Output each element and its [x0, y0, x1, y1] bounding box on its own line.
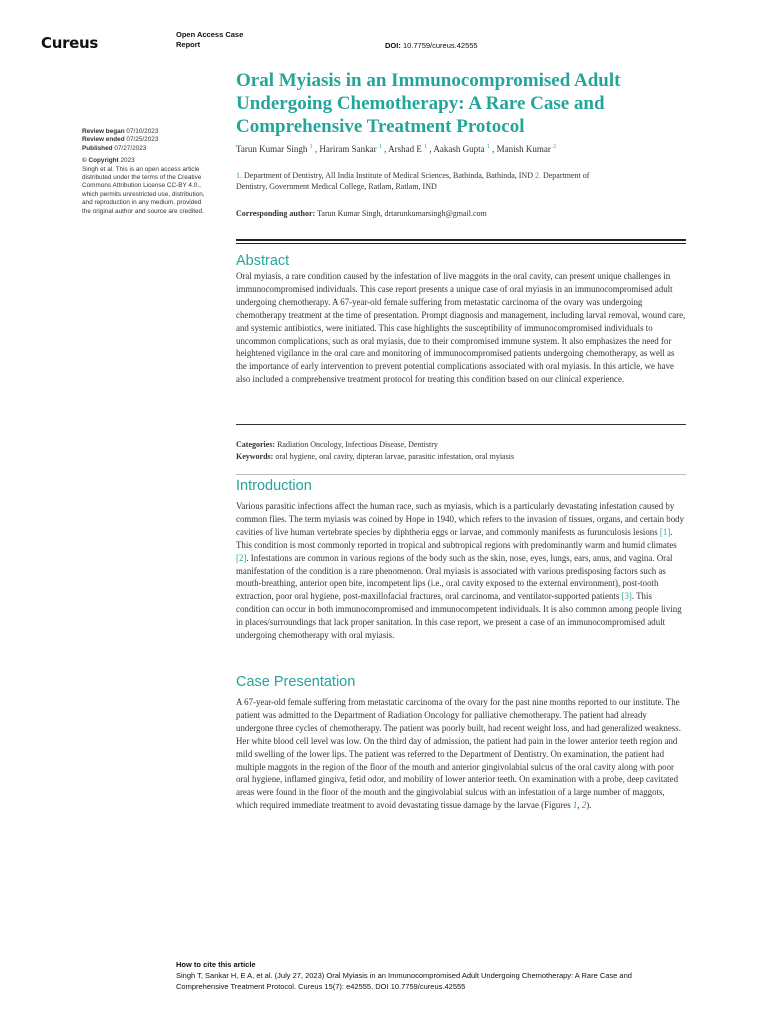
review-began	[82, 128, 222, 136]
introduction-text	[236, 500, 686, 642]
divider	[236, 243, 686, 244]
affiliations	[236, 170, 676, 192]
published-label: Published	[82, 144, 113, 152]
copyright-year: 2023	[120, 157, 135, 165]
categories-keywords	[236, 439, 686, 463]
citation-line: Comprehensive Treatment Protocol. Cureus 15(7): e42555. DOI 10.7759/cureus.42555	[176, 982, 466, 991]
divider	[236, 239, 686, 241]
reference-link[interactable]: [1]	[659, 526, 671, 537]
review-ended-date: 07/25/2023	[126, 136, 159, 144]
review-ended	[82, 136, 222, 144]
corresponding-author-value[interactable]: Tarun Kumar Singh, drtarunkumarsingh@gmail.com	[317, 209, 487, 218]
author-name[interactable]: Manish Kumar	[496, 144, 551, 154]
citation-line: Singh T, Sankar H, E A, et al. (July 27, 2023) Oral Myiasis in an Immunocompromised Adult Undergoing Chemotherapy: A Rare Case and	[176, 971, 632, 980]
journal-logo: Cureus	[41, 34, 99, 52]
case-text-separator: ,	[577, 800, 582, 811]
author-name[interactable]: Tarun Kumar Singh	[236, 144, 308, 154]
keywords-label: Keywords:	[236, 452, 274, 461]
affiliation-2-part-2: Dentistry, Government Medical College, Ratlam, Ratlam, IND	[236, 182, 437, 191]
abstract-text: Oral myiasis, a rare condition caused by the infestation of live maggots in the oral cavity, can present unique challenges in immunocompromised individuals. This case report presents a unique case of oral myiasis in an immunocompromised adult undergoing chemotherapy. A 67-year-old female suffering from metastatic carcinoma of the ovary was undergoing chemotherapy treatment at the time of presentation. Prompt diagnosis and management, including larval removal, wound care, and systemic antibiotics, were initiated. This case highlights the susceptibility of immunocompromised individuals to uncommon complications, such as oral myiasis, due to their compromised immune system. It also emphasizes the need for heightened vigilance in the oral care and monitoring of immunocompromised patients undergoing chemotherapy, as well as the importance of early intervention to prevent potential complications associated with oral myiasis. In this article, we have also included a comprehensive treatment protocol for treating this condition based on our clinical experience.	[236, 271, 686, 385]
doi-label: DOI:	[385, 41, 401, 50]
categories-value: Radiation Oncology, Infectious Disease, Dentistry	[277, 440, 438, 449]
copyright	[82, 157, 222, 165]
categories	[236, 439, 686, 451]
categories-label: Categories:	[236, 440, 276, 449]
author-affiliation-number[interactable]: 1	[424, 144, 428, 150]
review-began-date: 07/10/2023	[126, 128, 159, 135]
citation-label: How to cite this article	[176, 960, 256, 969]
figure-link[interactable]: 2	[581, 800, 587, 811]
author-name[interactable]: Hariram Sankar	[319, 144, 377, 154]
case-presentation-text	[236, 696, 686, 812]
introduction-text-part: . This condition can occur in both immunocompromised and immunocompetent individuals. It is also common among people living in places/surroundings that lack proper sanitation. In this case report, we present a case of an immunocompromised adult undergoing chemotherapy with oral myiasis.	[236, 591, 682, 641]
license-line: which permits unrestricted use, distribution,	[82, 190, 205, 198]
doi	[385, 41, 478, 50]
keywords	[236, 451, 686, 463]
review-ended-label: Review ended	[82, 136, 125, 144]
license-line: Singh et al. This is an open access article	[82, 165, 200, 173]
corresponding-author-label: Corresponding author:	[236, 209, 316, 218]
license-line: distributed under the terms of the Creative	[82, 174, 202, 182]
introduction-text-part: . This condition is most commonly reported in tropical and subtropical regions with predominantly warm and humid climates	[236, 526, 677, 550]
author-affiliation-number[interactable]: 1	[378, 144, 382, 150]
reference-link[interactable]: [3]	[621, 591, 632, 602]
license-text	[82, 166, 222, 216]
article-type-line-2: Report	[176, 40, 201, 49]
author-list: Tarun Kumar Singh $^1$ , Hariram Sankar $^1$ , Arshad E $^1$ , Aakash Gupta $^1$ , Manish Kumar $^2$	[236, 144, 557, 154]
author-affiliation-number[interactable]: 1	[309, 144, 313, 150]
author-affiliation-number[interactable]: 1	[486, 144, 490, 150]
sidebar-metadata	[82, 128, 222, 216]
divider	[236, 474, 686, 475]
published-date: 07/27/2023	[114, 144, 147, 152]
introduction-heading: Introduction	[236, 478, 312, 494]
author-affiliation-number[interactable]: 2	[553, 144, 557, 150]
citation-footer	[176, 959, 736, 992]
author-name[interactable]: Arshad E	[388, 144, 422, 154]
introduction-text-part: . Infestations are common in various regions of the body such as the skin, nose, eyes, lungs, ears, anus, and vagina. Oral manifestation of the condition is a rare phenomenon. Oral myiasis is associated with various predisposing factors such as mouth-breathing, anterior open bite, incompetent lips (i.e., oral cavity exposed to the external environment), post-tooth extraction, poor oral hygiene, post-maxillofacial fractures, oral carcinoma, and ventilator-supported patients	[236, 552, 673, 602]
doi-value: 10.7759/cureus.42555	[402, 41, 478, 50]
license-line: the original author and source are credited.	[82, 207, 204, 215]
affiliation-2-part-1: Department of	[542, 171, 590, 180]
figure-link[interactable]: 1	[572, 800, 578, 811]
article-type-line-1: Open Access Case	[176, 30, 244, 39]
affiliation-1: Department of Dentistry, All India Institute of Medical Sciences, Bathinda, Bathinda, IND	[244, 171, 533, 180]
corresponding-author	[236, 209, 487, 218]
reference-link[interactable]: [2]	[236, 552, 247, 563]
introduction-text-part: Various parasitic infections affect the human race, such as myiasis, which is a particularly devastating infestation caused by common flies. The term myiasis was coined by Hope in 1940, which refers to the invasion of tissues, organs, and certain body cavities of live human vertebrate species by diphtheria eggs or larvae, and commonly manifests as furunculosis lesions	[236, 501, 685, 537]
review-began-label: Review began	[82, 128, 125, 135]
affiliation-number: 1.	[236, 171, 242, 180]
license-line: Commons Attribution License CC-BY 4.0.,	[82, 182, 201, 190]
affiliation-number: 2.	[534, 171, 541, 180]
author-name[interactable]: Aakash Gupta	[433, 144, 485, 154]
divider	[236, 424, 686, 425]
case-text-part: A 67-year-old female suffering from metastatic carcinoma of the ovary for the past nine months reported to our institute. The patient was admitted to the Department of Radiation Oncology for palliative chemotherapy. The patient had already undergone three cycles of chemotherapy. The patient was poorly built, had recent weight loss, and had generalized weakness. Her white blood cell level was low. On the third day of admission, the patient had pain in the lower anterior teeth region and mild swelling of the lower lips. The patient was referred to the Department of Dentistry. On examination, the patient had multiple maggots in the region of the floor of the mouth and anterior gingivolabial sulcus of the oral cavity along with poor oral hygiene, inflamed gingiva, fetid odor, and mobility of lower anterior teeth. On examination with a probe, deep cavitated areas were found in the floor of the mouth and the gingivolabial sulcus with an infestation of a large number of maggots, which required immediate treatment to avoid devastating tissue damage by the larvae (Figures	[236, 697, 681, 811]
published	[82, 145, 222, 153]
license-line: and reproduction in any medium, provided	[82, 199, 202, 207]
article-title: Oral Myiasis in an Immunocompromised Adult Undergoing Chemotherapy: A Rare Case and Comprehensive Treatment Protocol	[236, 70, 621, 137]
case-text-part: ).	[586, 800, 592, 811]
abstract-heading: Abstract	[236, 253, 290, 269]
keywords-value: oral hygiene, oral cavity, dipteran larvae, parasitic infestation, oral myiasis	[275, 452, 515, 461]
article-type	[176, 30, 286, 50]
case-presentation-heading: Case Presentation	[236, 674, 356, 690]
copyright-label: © Copyright	[82, 157, 119, 165]
